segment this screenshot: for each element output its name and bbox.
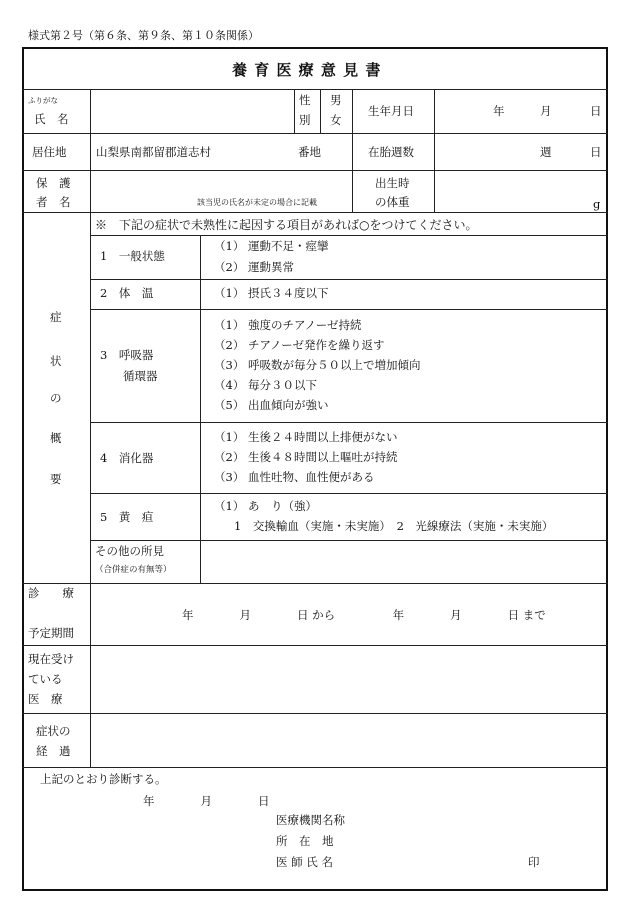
institution-label: 医療機関名称 — [276, 813, 345, 827]
symptom-item[interactable]: （3） 血性吐物、血性便がある — [214, 470, 375, 484]
seal-mark: 印 — [528, 855, 540, 869]
table-border-top — [22, 47, 608, 49]
category-digestive: 4 消化器 — [100, 451, 154, 465]
symptom-item[interactable]: （1） 強度のチアノーゼ持続 — [214, 318, 362, 332]
current-treatment-field[interactable] — [92, 647, 605, 711]
gestation-week-unit: 週 — [540, 145, 552, 159]
symptom-item[interactable]: （2） チアノーゼ発作を繰り返す — [214, 338, 385, 352]
address-label: 居住地 — [32, 145, 67, 159]
category-temperature: 2 体 温 — [100, 286, 154, 300]
birth-weight-label-2: の体重 — [375, 195, 410, 209]
category-circulatory: 循環器 — [123, 369, 158, 383]
progress-label-2: 経 過 — [36, 744, 71, 758]
rule-header-bottom — [22, 133, 608, 134]
symptoms-side-label-3: の — [50, 391, 62, 405]
location-label: 所 在 地 — [276, 834, 334, 848]
gestation-label: 在胎週数 — [368, 145, 414, 159]
gestation-day-unit: 日 — [590, 145, 602, 159]
category-general: 1 一般状態 — [100, 249, 165, 263]
rule-label-column — [90, 89, 91, 767]
doctor-name-label: 医 師 氏 名 — [276, 855, 333, 869]
address-value[interactable]: 山梨県南都留郡道志村 — [96, 145, 211, 159]
current-treatment-label-2: ている — [28, 672, 63, 686]
birth-month-unit: 月 — [540, 104, 552, 118]
symptom-item[interactable]: （2） 運動異常 — [214, 260, 294, 274]
category-jaundice: 5 黄 疸 — [100, 510, 154, 524]
table-border-right — [606, 47, 608, 891]
rule-info-mid — [352, 89, 353, 212]
rule-current-bottom — [22, 713, 608, 714]
form-title: 養 育 医 療 意 見 書 — [232, 61, 382, 79]
birth-weight-unit: g — [593, 197, 601, 211]
rule-row3-bottom — [90, 422, 608, 423]
rule-sex-left — [294, 89, 295, 133]
period-text: 年 月 日 から 年 月 日 まで — [182, 608, 546, 622]
banchi-label: 番地 — [298, 145, 321, 159]
sex-option-female[interactable]: 女 — [330, 113, 342, 127]
symptom-item[interactable]: （1） あ り（強） — [214, 499, 317, 513]
rule-row4-bottom — [90, 493, 608, 494]
symptom-item[interactable]: （3） 呼吸数が毎分５０以上で増加傾向 — [214, 358, 421, 372]
progress-field[interactable] — [92, 715, 605, 765]
rule-period-bottom — [22, 645, 608, 646]
rule-row2-bottom — [90, 309, 608, 310]
child-name-field[interactable] — [92, 92, 292, 130]
symptom-item[interactable]: （5） 出血傾向が強い — [214, 398, 329, 412]
rule-address-bottom — [22, 170, 608, 171]
rule-sex-mid — [320, 89, 321, 133]
sex-option-male[interactable]: 男 — [330, 93, 342, 107]
furigana-label: ふりがな — [28, 96, 58, 105]
period-label-2: 予定期間 — [28, 626, 74, 640]
symptoms-instruction: ※ 下記の症状で未熟性に起因する項目があれば○をつけてください。 — [95, 218, 478, 232]
current-treatment-label-3: 医 療 — [28, 692, 63, 706]
symptom-item[interactable]: （4） 毎分３０以下 — [214, 378, 317, 392]
guardian-label-2: 者 名 — [36, 195, 71, 209]
rule-instruction-bottom — [90, 235, 608, 236]
rule-symptoms-bottom — [22, 583, 608, 584]
birth-year-unit: 年 — [493, 104, 505, 118]
diagnosis-statement: 上記のとおり診断する。 — [40, 772, 167, 786]
symptom-item[interactable]: 1 交換輸血（実施・未実施） 2 光線療法（実施・未実施） — [234, 519, 554, 533]
category-respiratory: 3 呼吸器 — [100, 348, 154, 362]
symptom-item[interactable]: （1） 運動不足・痙攣 — [214, 239, 329, 253]
rule-info-right — [434, 89, 435, 212]
guardian-label-1: 保 護 — [36, 176, 71, 190]
symptoms-side-label-2: 状 — [50, 354, 62, 368]
symptoms-side-label-4: 概 — [50, 431, 62, 445]
table-border-left — [22, 47, 24, 891]
other-findings-field[interactable] — [203, 542, 605, 582]
child-name-label: 氏 名 — [34, 112, 69, 126]
progress-label-1: 症状の — [36, 724, 71, 738]
birth-date-label: 生年月日 — [368, 104, 414, 118]
symptoms-side-label-1: 症 — [50, 310, 62, 324]
guardian-note: 該当児の氏名が未定の場合に記載 — [197, 198, 317, 207]
birth-weight-label-1: 出生時 — [375, 176, 410, 190]
symptom-item[interactable]: （1） 生後２４時間以上排便がない — [214, 430, 398, 444]
other-findings-sub: （合併症の有無等） — [95, 565, 172, 575]
period-label-1: 診 療 — [28, 586, 74, 600]
form-reference: 様式第２号（第６条、第９条、第１０条関係） — [28, 29, 259, 42]
rule-category-column — [200, 235, 201, 583]
table-border-bottom — [22, 889, 608, 891]
birth-day-unit: 日 — [590, 104, 602, 118]
sex-label-2: 別 — [299, 113, 311, 127]
symptoms-side-label-5: 要 — [50, 472, 62, 486]
rule-title-bottom — [22, 89, 608, 90]
rule-row5-bottom — [90, 540, 608, 541]
current-treatment-label-1: 現在受け — [28, 652, 74, 666]
other-findings-label: その他の所見 — [95, 544, 164, 558]
rule-progress-bottom — [22, 767, 608, 768]
symptom-item[interactable]: （1） 摂氏３４度以下 — [214, 286, 329, 300]
rule-guardian-bottom — [22, 212, 608, 213]
sex-label-1: 性 — [299, 93, 311, 107]
symptom-item[interactable]: （2） 生後４８時間以上嘔吐が持続 — [214, 450, 398, 464]
diagnosis-date: 年 月 日 — [143, 794, 270, 808]
rule-row1-bottom — [90, 279, 608, 280]
